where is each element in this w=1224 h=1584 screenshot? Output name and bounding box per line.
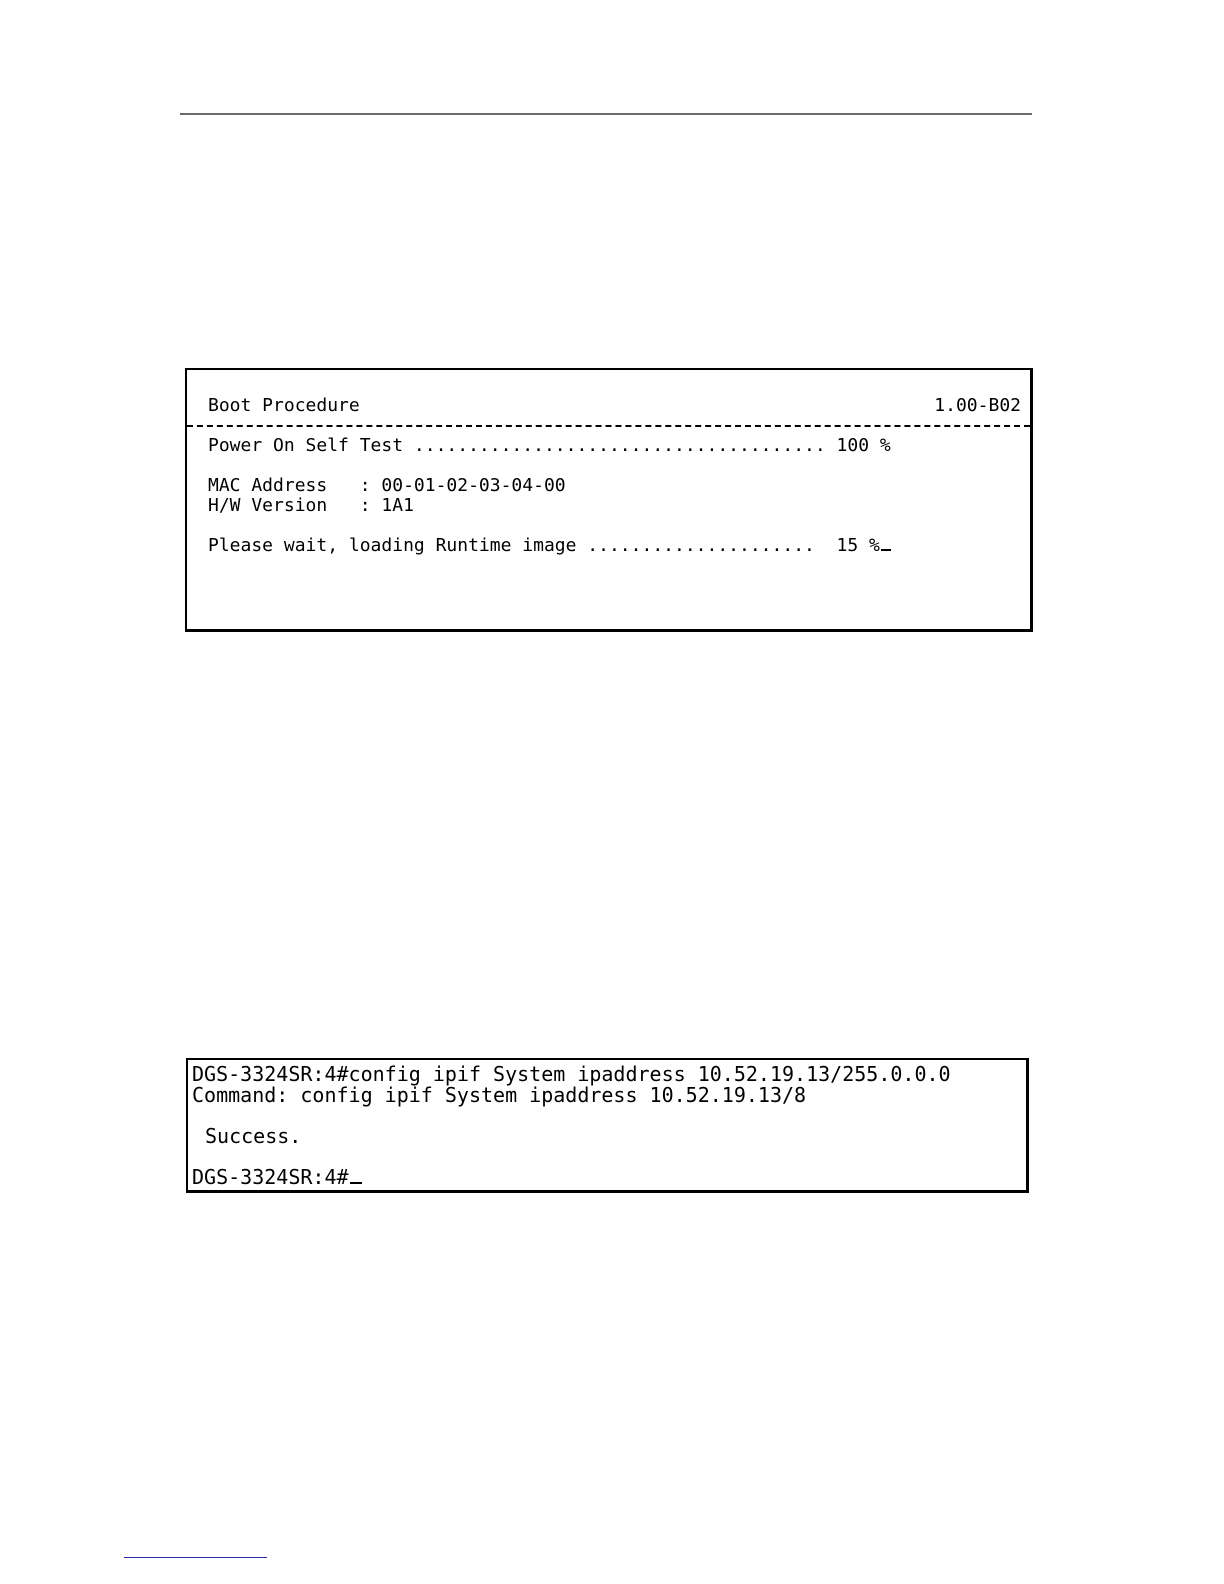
- boot-version: 1.00-B02: [934, 395, 1021, 416]
- cli-success-message: Success.: [205, 1124, 302, 1148]
- loading-line-wrapper: [208, 536, 891, 556]
- cli-command-echo-line: Command: config ipif System ipaddress 10.52.19.13/8: [192, 1083, 807, 1107]
- cli-command-input-line: DGS-3324SR:4#config ipif System ipaddress 10.52.19.13/255.0.0.0: [192, 1062, 951, 1086]
- cursor-icon: [881, 549, 891, 551]
- header-rule: [180, 113, 1032, 115]
- cli-console: [186, 1058, 1029, 1193]
- boot-procedure-console: [185, 368, 1033, 632]
- boot-title: Boot Procedure: [208, 395, 360, 416]
- cli-prompt: DGS-3324SR:4#: [192, 1165, 349, 1189]
- boot-divider: [187, 425, 1030, 427]
- footer-link-underline: [124, 1557, 267, 1558]
- mac-address-line: MAC Address : 00-01-02-03-04-00: [208, 475, 566, 496]
- cursor-icon: [350, 1182, 362, 1184]
- cli-prompt-line[interactable]: [192, 1167, 362, 1188]
- hw-version-line: H/W Version : 1A1: [208, 495, 414, 516]
- post-line: Power On Self Test ...................................... 100 %: [208, 435, 891, 456]
- loading-line: Please wait, loading Runtime image ..................... 15 %: [208, 535, 880, 556]
